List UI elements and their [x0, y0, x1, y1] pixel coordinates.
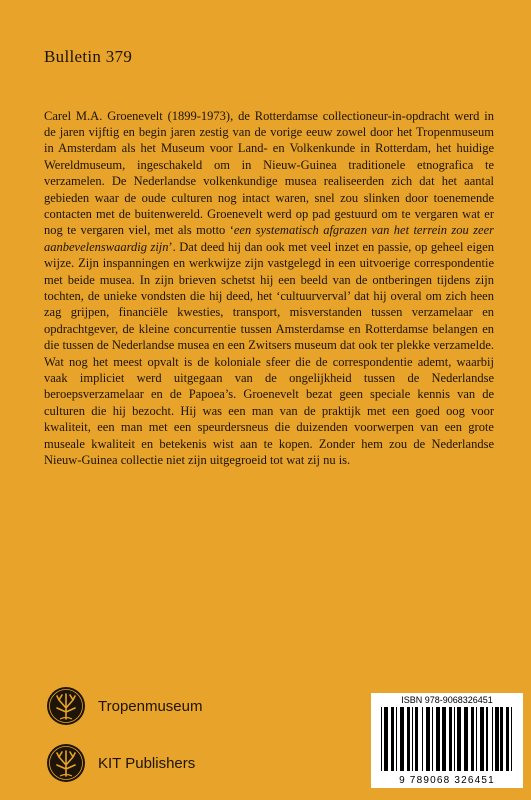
barcode-bar: [396, 707, 397, 771]
barcode-bar: [407, 707, 410, 771]
tree-emblem-icon: [46, 743, 86, 783]
barcode-bar: [381, 707, 382, 771]
barcode-bar: [426, 707, 430, 771]
barcode-bars: [381, 707, 515, 771]
barcode-bar: [454, 707, 455, 771]
barcode-bar: [384, 707, 388, 771]
blurb-motto: een systematisch afgrazen van het terrein zou zeer aanbevelenswaardig zijn: [44, 223, 494, 254]
barcode-bar: [471, 707, 474, 771]
barcode-bar: [486, 707, 489, 771]
barcode-bar: [415, 707, 419, 771]
publisher-name-kit: KIT Publishers: [98, 754, 196, 772]
barcode-bar: [391, 707, 394, 771]
barcode-bar: [432, 707, 433, 771]
barcode-bar: [480, 707, 484, 771]
tree-emblem-icon: [46, 686, 86, 726]
barcode-bar: [511, 707, 512, 771]
barcode-bar: [449, 707, 452, 771]
barcode-bar: [442, 707, 446, 771]
barcode-bar: [400, 707, 404, 771]
tropenmuseum-logo: [46, 686, 203, 726]
barcode-bar: [464, 707, 468, 771]
barcode-bar: [422, 707, 423, 771]
barcode-bar: [492, 707, 493, 771]
series-title: Bulletin 379: [44, 47, 133, 66]
blurb-text-part-2: ’. Dat deed hij dan ook met veel inzet en passie, op geheel eigen wijze. Zijn inspanningen en werkwijze zijn vastgelegd in een uitvoerige correspondentie met beide musea. In zijn brieven schetst hij een beeld van de ontberingen tijdens zijn tochten, de unieke vondsten die hij deed, het ‘cultuurverval’ dat hij overal om zich heen zag grijpen, financiële kwesties, transport, misverstanden tussen verzamelaar en opdrachtgever, de kleine concurrentie tussen Amsterdamse en Rotterdamse belangen en die tussen de Nederlandse musea en een Zwitsers museum dat ook ter plekke verzamelde. Wat nog het meest opvalt is de koloniale sfeer die de correspondentie ademt, waarbij vaak impliciet werd uitgegaan van de ongelijkheid tussen de Nederlandse beroepsverzamelaar en de Papoea’s. Groenevelt bezat geen speciale kennis van de culturen die hij bezocht. Hij was een man van de praktijk met een goed oog voor kwaliteit, een man met een speurdersneus die duizenden voorwerpen van een grote museale kwaliteit en betekenis wist aan te kopen. Zonder hem zou de Nederlandse Nieuw-Guinea collectie niet zijn uitgegroeid tot wat zij nu is.: [44, 239, 494, 468]
barcode-bar: [412, 707, 413, 771]
isbn-barcode: [371, 693, 523, 788]
back-cover-blurb: [44, 108, 494, 469]
barcode-bar: [495, 707, 499, 771]
barcode-bar: [476, 707, 477, 771]
barcode-bar: [506, 707, 509, 771]
isbn-label: ISBN 978-9068326451: [401, 695, 493, 705]
kit-publishers-logo: [46, 743, 195, 783]
publisher-name-tropenmuseum: Tropenmuseum: [98, 697, 203, 715]
barcode-bar: [436, 707, 440, 771]
barcode-bar: [500, 707, 503, 771]
ean-number: 9 789068 326451: [399, 775, 495, 786]
barcode-bar: [457, 707, 461, 771]
blurb-text-part-1: Carel M.A. Groenevelt (1899-1973), de Rotterdamse collectioneur-in-opdracht werd in de jaren vijftig en begin jaren zestig van de vorige eeuw zowel door het Tropenmuseum in Amsterdam als het Museum voor Land- en Volkenkunde in Rotterdam, het huidige Wereldmuseum, ingeschakeld om in Nieuw-Guinea traditionele etnografica te verzamelen. De Nederlandse volkenkundige musea realiseerden zich dat het aantal gebieden waar de oude culturen nog intact waren, snel zou slinken door toenemende contacten met de buitenwereld. Groenevelt werd op pad gestuurd om te vergaren wat er nog te vergaren viel, met als motto ‘: [44, 108, 494, 238]
